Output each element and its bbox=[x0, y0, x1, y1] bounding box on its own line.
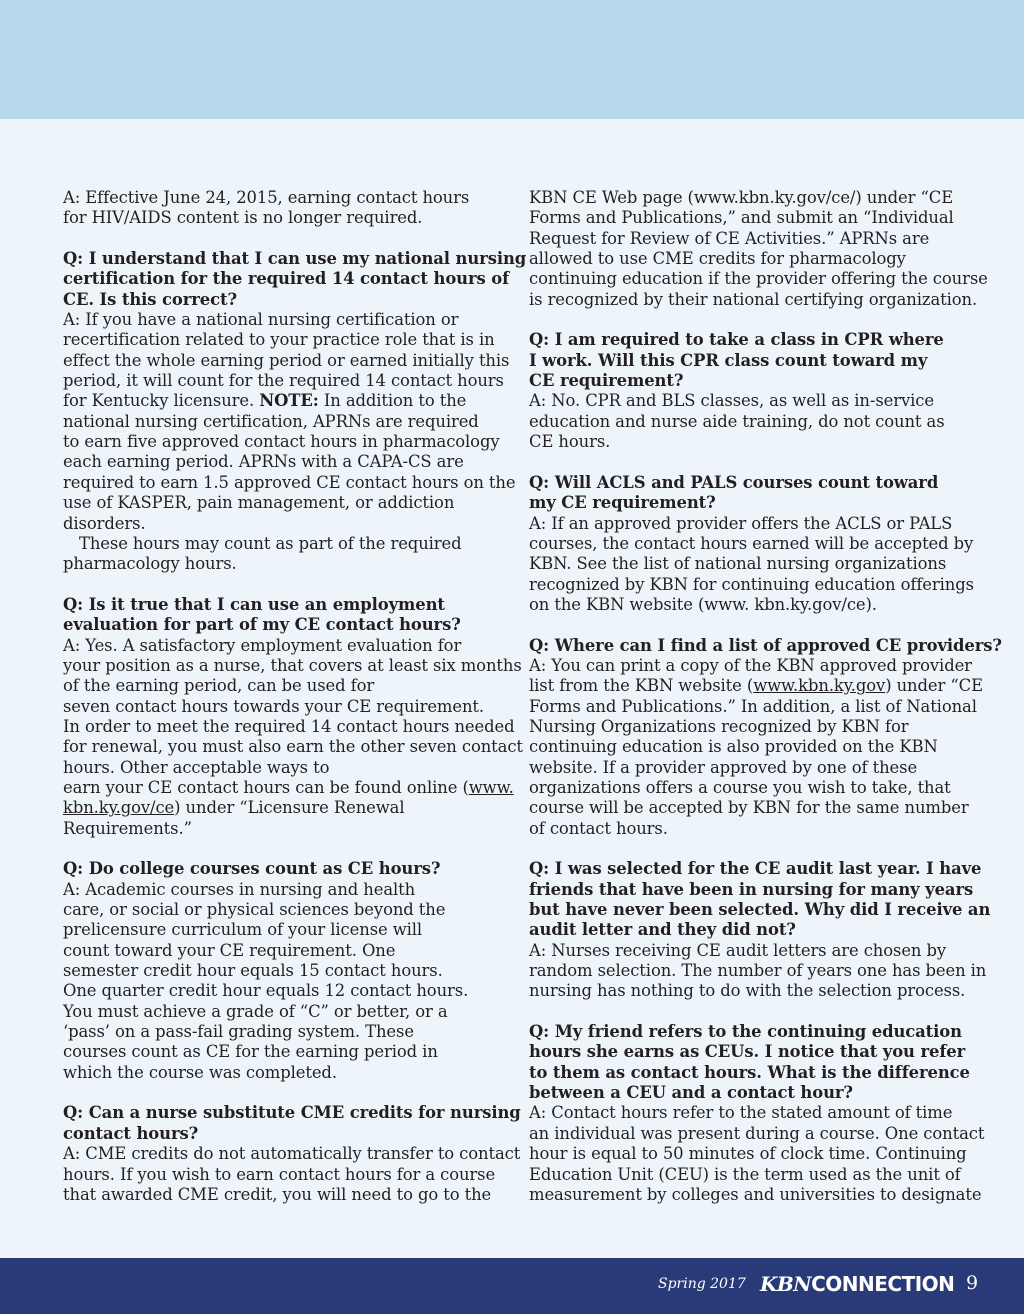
answer-line: You must achieve a grade of “C” or better, or a bbox=[63, 1001, 448, 1021]
question-line: CE. Is this correct? bbox=[63, 289, 237, 309]
question-line: CE requirement? bbox=[529, 371, 684, 391]
paragraph-gap bbox=[63, 575, 503, 595]
note-label: NOTE: bbox=[259, 391, 319, 411]
question-line: Q: Do college courses count as CE hours? bbox=[63, 859, 441, 879]
question-line: but have never been selected. Why did I receive an bbox=[529, 900, 991, 920]
answer-line: Forms and Publications.” In addition, a list of National bbox=[529, 696, 977, 716]
question-line: between a CEU and a contact hour? bbox=[529, 1083, 853, 1103]
answer-text: for Kentucky licensure. bbox=[63, 391, 255, 411]
question-line: Q: Can a nurse substitute CME credits for nursing bbox=[63, 1103, 521, 1123]
answer-line: period, it will count for the required 14 contact hours bbox=[63, 371, 504, 391]
answer-line: continuing education is also provided on the KBN bbox=[529, 737, 938, 757]
answer-text: list from the KBN website ( bbox=[529, 676, 754, 696]
question-line: Q: I am required to take a class in CPR where bbox=[529, 330, 944, 350]
answer-line: national nursing certification, APRNs are required bbox=[63, 411, 479, 431]
question-line: Q: Where can I find a list of approved CE providers? bbox=[529, 635, 1002, 655]
answer-line: courses count as CE for the earning period in bbox=[63, 1042, 438, 1062]
answer-line: to earn five approved contact hours in pharmacology bbox=[63, 432, 500, 452]
answer-line: A: Yes. A satisfactory employment evaluation for bbox=[63, 635, 462, 655]
answer-line: A: Effective June 24, 2015, earning contact hours bbox=[63, 188, 470, 207]
answer-text: ) under “Licensure Renewal bbox=[174, 798, 405, 818]
answer-line: A: If an approved provider offers the ACLS or PALS bbox=[529, 513, 953, 533]
answer-line: organizations offers a course you wish to take, that bbox=[529, 777, 951, 797]
footer-bar bbox=[0, 1258, 1024, 1314]
answer-line: A: You can print a copy of the KBN approved provider bbox=[529, 655, 972, 675]
answer-line: each earning period. APRNs with a CAPA-CS are bbox=[63, 452, 464, 472]
brand-kbn: KBN bbox=[760, 1272, 812, 1296]
answer-text: earn your CE contact hours can be found online ( bbox=[63, 777, 469, 797]
answer-line: of the earning period, can be used for bbox=[63, 676, 375, 696]
question-line: contact hours? bbox=[63, 1123, 199, 1143]
answer-line: for renewal, you must also earn the other seven contact bbox=[63, 737, 523, 757]
question-line: Q: I understand that I can use my national nursing bbox=[63, 249, 527, 269]
answer-text: ) under “CE bbox=[885, 676, 983, 696]
page-number: 9 bbox=[966, 1272, 979, 1294]
answer-line: A: No. CPR and BLS classes, as well as in-service bbox=[529, 391, 934, 411]
answer-line: These hours may count as part of the required bbox=[79, 533, 462, 553]
answer-line: pharmacology hours. bbox=[63, 554, 237, 574]
answer-line: required to earn 1.5 approved CE contact hours on the bbox=[63, 472, 516, 492]
paragraph-gap bbox=[63, 229, 503, 249]
question-line: hours she earns as CEUs. I notice that you refer bbox=[529, 1042, 966, 1062]
answer-line: use of KASPER, pain management, or addiction bbox=[63, 493, 455, 513]
answer-line: A: Academic courses in nursing and health bbox=[63, 879, 416, 899]
question-line: I work. Will this CPR class count toward my bbox=[529, 350, 928, 370]
answer-line: effect the whole earning period or earned initially this bbox=[63, 350, 510, 370]
answer-line bbox=[529, 676, 983, 696]
answer-line: Education Unit (CEU) is the term used as the unit of bbox=[529, 1164, 961, 1184]
answer-line: an individual was present during a course. One contact bbox=[529, 1123, 985, 1143]
answer-line: hours. Other acceptable ways to bbox=[63, 757, 330, 777]
answer-line: Forms and Publications,” and submit an “Individual bbox=[529, 208, 954, 228]
answer-line: courses, the contact hours earned will be accepted by bbox=[529, 533, 974, 553]
answer-line: A: CME credits do not automatically transfer to contact bbox=[63, 1144, 521, 1164]
answer-line: A: Nurses receiving CE audit letters are chosen by bbox=[529, 940, 947, 960]
answer-line: recognized by KBN for continuing education offerings bbox=[529, 574, 974, 594]
answer-line: course will be accepted by KBN for the same number bbox=[529, 798, 969, 818]
brand-logo bbox=[760, 1272, 954, 1296]
answer-line: of contact hours. bbox=[529, 818, 668, 838]
question-line: friends that have been in nursing for many years bbox=[529, 879, 974, 899]
paragraph-gap bbox=[529, 839, 969, 859]
column-left bbox=[63, 188, 527, 1205]
answer-line: Request for Review of CE Activities.” APRNs are bbox=[529, 228, 930, 248]
answer-line: semester credit hour equals 15 contact hours. bbox=[63, 961, 443, 981]
answer-line: for HIV/AIDS content is no longer required. bbox=[63, 208, 423, 228]
paragraph-gap bbox=[529, 615, 969, 635]
question-line: Q: Is it true that I can use an employment bbox=[63, 594, 445, 614]
answer-line: KBN. See the list of national nursing organizations bbox=[529, 554, 947, 574]
answer-line: In order to meet the required 14 contact hours needed bbox=[63, 716, 515, 736]
answer-line: disorders. bbox=[63, 513, 146, 533]
kbn-website-link[interactable]: www.kbn.ky.gov bbox=[753, 676, 886, 696]
answer-line: allowed to use CME credits for pharmacology bbox=[529, 249, 906, 269]
answer-line: ‘pass’ on a pass-fail grading system. These bbox=[63, 1022, 414, 1042]
answer-line: hour is equal to 50 minutes of clock time. Continuing bbox=[529, 1144, 967, 1164]
answer-line: website. If a provider approved by one of these bbox=[529, 757, 918, 777]
answer-line: count toward your CE requirement. One bbox=[63, 940, 396, 960]
answer-line: nursing has nothing to do with the selection process. bbox=[529, 981, 966, 1001]
question-line: evaluation for part of my CE contact hours? bbox=[63, 615, 461, 635]
answer-line: education and nurse aide training, do not count as bbox=[529, 411, 945, 431]
answer-line: measurement by colleges and universities to designate bbox=[529, 1184, 982, 1204]
answer-line: A: If you have a national nursing certification or bbox=[63, 310, 459, 330]
paragraph-gap bbox=[63, 1083, 503, 1103]
answer-line: prelicensure curriculum of your license will bbox=[63, 920, 423, 940]
answer-line: One quarter credit hour equals 12 contact hours. bbox=[63, 981, 469, 1001]
header-band bbox=[0, 0, 1024, 119]
answer-line: care, or social or physical sciences beyond the bbox=[63, 900, 446, 920]
question-line: my CE requirement? bbox=[529, 493, 716, 513]
answer-line: which the course was completed. bbox=[63, 1062, 337, 1082]
answer-line: seven contact hours towards your CE requirement. bbox=[63, 696, 485, 716]
brand-connection: CONNECTION bbox=[811, 1272, 955, 1296]
answer-line: continuing education if the provider offering the course bbox=[529, 269, 988, 289]
answer-line: CE hours. bbox=[529, 432, 611, 452]
question-line: certification for the required 14 contact hours of bbox=[63, 269, 510, 289]
paragraph-gap bbox=[529, 452, 969, 472]
question-line: Q: My friend refers to the continuing education bbox=[529, 1022, 962, 1042]
question-line: audit letter and they did not? bbox=[529, 920, 796, 940]
kbn-ce-link[interactable]: kbn.ky.gov/ce bbox=[63, 798, 175, 818]
issue-season: Spring 2017 bbox=[658, 1276, 746, 1292]
answer-line: on the KBN website (www. kbn.ky.gov/ce). bbox=[529, 594, 877, 614]
question-line: Q: Will ACLS and PALS courses count toward bbox=[529, 472, 939, 492]
answer-line: hours. If you wish to earn contact hours for a course bbox=[63, 1164, 496, 1184]
answer-line: random selection. The number of years one has been in bbox=[529, 961, 987, 981]
answer-line: that awarded CME credit, you will need to go to the bbox=[63, 1184, 492, 1204]
question-line: Q: I was selected for the CE audit last year. I have bbox=[529, 859, 982, 879]
answer-line: your position as a nurse, that covers at least six months bbox=[63, 655, 522, 675]
answer-line: A: Contact hours refer to the stated amount of time bbox=[529, 1103, 953, 1123]
answer-line: recertification related to your practice role that is in bbox=[63, 330, 495, 350]
answer-line: KBN CE Web page (www.kbn.ky.gov/ce/) under “CE bbox=[529, 188, 954, 207]
answer-line: Requirements.” bbox=[63, 818, 192, 838]
answer-line: is recognized by their national certifying organization. bbox=[529, 289, 978, 309]
answer-line bbox=[63, 391, 503, 411]
answer-line bbox=[63, 798, 503, 818]
answer-line: Nursing Organizations recognized by KBN for bbox=[529, 716, 909, 736]
column-right bbox=[529, 188, 1002, 1205]
paragraph-gap bbox=[63, 839, 503, 859]
paragraph-gap bbox=[529, 310, 969, 330]
paragraph-gap bbox=[529, 1002, 969, 1022]
question-line: to them as contact hours. What is the difference bbox=[529, 1062, 970, 1082]
kbn-ce-link[interactable]: www. bbox=[468, 777, 514, 797]
answer-text: In addition to the bbox=[323, 391, 467, 411]
answer-line bbox=[63, 777, 514, 798]
